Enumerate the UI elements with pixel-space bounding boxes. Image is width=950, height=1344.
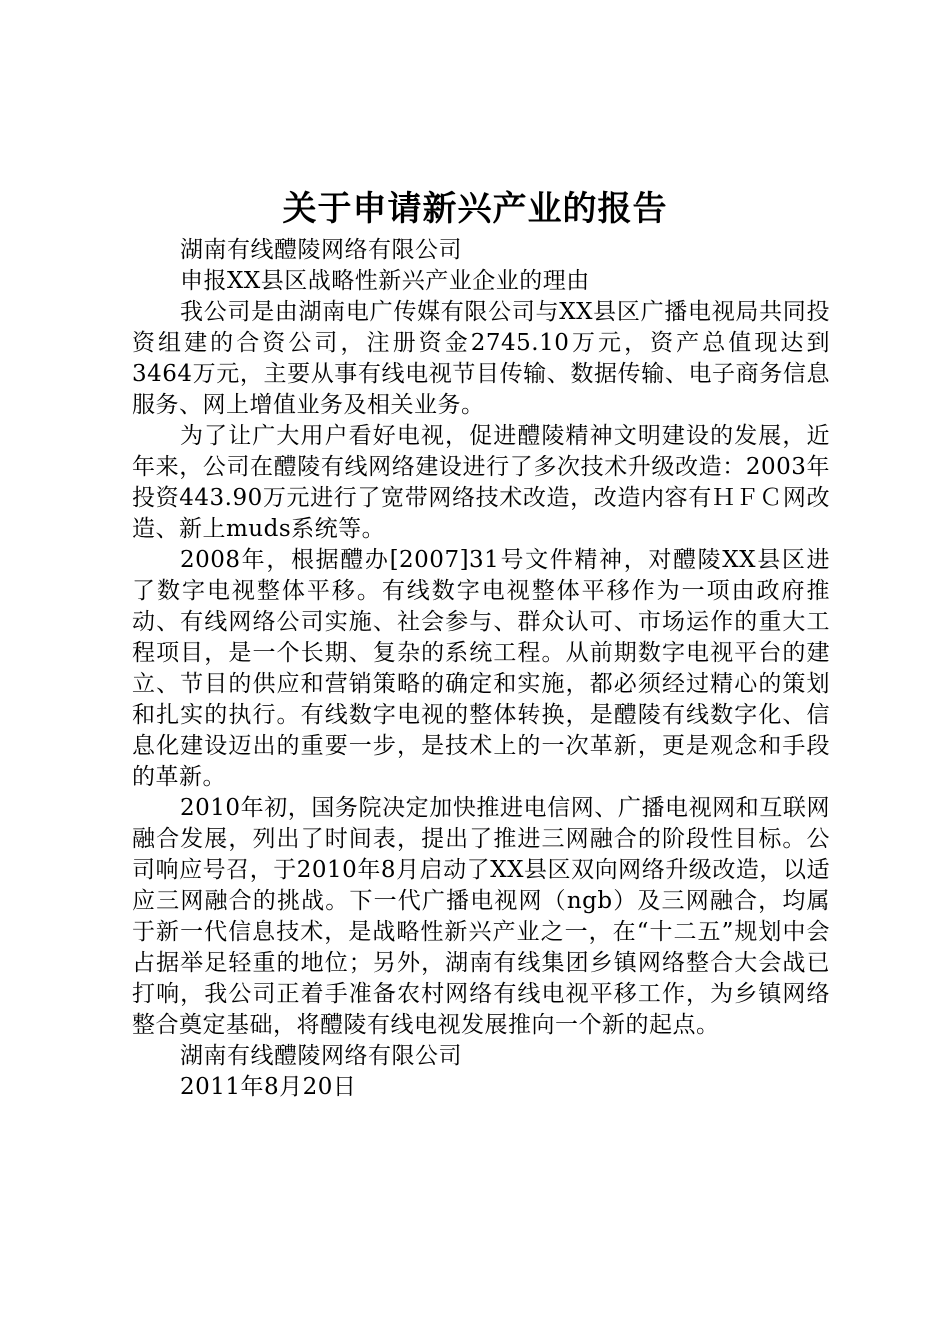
document-body (132, 235, 830, 1103)
company-header: 湖南有线醴陵网络有限公司 (180, 237, 462, 263)
paragraph-upgrades: 为了让广大用户看好电视，促进醴陵精神文明建设的发展，近年来，公司在醴陵有线网络建设进行了多次技术升级改造：2003年投资443.90万元进行了宽带网络技术改造，改造内容有ＨＦＣ网改造、新上muds系统等。 (132, 423, 830, 542)
document-subtitle: 申报XX县区战略性新兴产业企业的理由 (180, 268, 590, 294)
paragraph-company-intro: 我公司是由湖南电广传媒有限公司与XX县区广播电视局共同投资组建的合资公司，注册资金2745.10万元，资产总值现达到3464万元，主要从事有线电视节目传输、数据传输、电子商务信息服务、网上增值业务及相关业务。 (132, 299, 830, 418)
signature-company: 湖南有线醴陵网络有限公司 (180, 1043, 462, 1069)
paragraph-convergence: 2010年初，国务院决定加快推进电信网、广播电视网和互联网融合发展，列出了时间表，提出了推进三网融合的阶段性目标。公司响应号召，于2010年8月启动了XX县区双向网络升级改造，以适应三网融合的挑战。下一代广播电视网（ngb）及三网融合，均属于新一代信息技术，是战略性新兴产业之一，在“十二五”规划中会占据举足轻重的地位；另外，湖南有线集团乡镇网络整合大会战已打响，我公司正着手准备农村网络有线电视平移工作，为乡镇网络整合奠定基础，将醴陵有线电视发展推向一个新的起点。 (132, 795, 830, 1038)
signature-date: 2011年8月20日 (180, 1074, 357, 1100)
document-title: 关于申请新兴产业的报告 (282, 189, 668, 229)
paragraph-digital-tv: 2008年，根据醴办[2007]31号文件精神，对醴陵XX县区进了数字电视整体平移。有线数字电视整体平移作为一项由政府推动、有线网络公司实施、社会参与、群众认可、市场运作的重大工程项目，是一个长期、复杂的系统工程。从前期数字电视平台的建立、节目的供应和营销策略的确定和实施，都必须经过精心的策划和扎实的执行。有线数字电视的整体转换，是醴陵有线数字化、信息化建设迈出的重要一步，是技术上的一次革新，更是观念和手段的革新。 (132, 547, 830, 790)
